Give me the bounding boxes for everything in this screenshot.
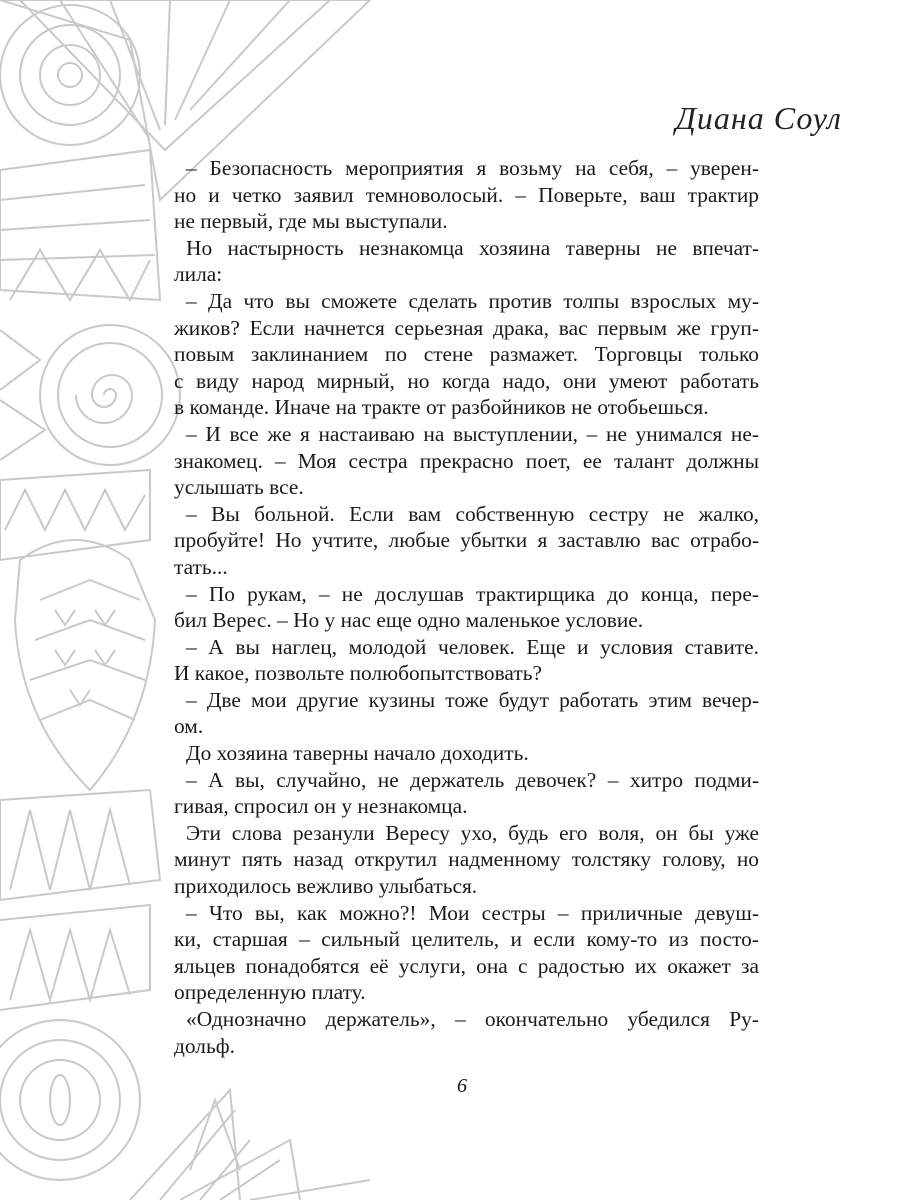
text-line: определенную плату.: [174, 980, 366, 1005]
text-line: – А вы, случайно, не держатель девочек? – хитро подми-: [186, 767, 759, 792]
text-line: но и четко заявил темноволосый. – Поверьте, ваш трактир: [174, 182, 759, 207]
text-line: яльцев понадобятся её услуги, она с радостью их окажет за: [174, 953, 759, 978]
paragraph: [174, 767, 759, 820]
text-line: приходилось вежливо улыбаться.: [174, 874, 478, 899]
text-line: повым заклинанием по стене размажет. Торговцы только: [174, 342, 759, 367]
text-line: Эти слова резанули Вересу ухо, будь его воля, он бы уже: [186, 820, 759, 845]
text-line: минут пять назад открутил надменному толстяку голову, но: [174, 847, 759, 872]
text-line: – Да что вы сможете сделать против толпы взрослых му-: [186, 288, 759, 313]
paragraph: [174, 235, 759, 288]
text-line: с виду народ мирный, но когда надо, они умеют работать: [174, 368, 759, 393]
author-name-header: Диана Соул: [675, 100, 842, 136]
paragraph: [174, 687, 759, 740]
text-line: знакомец. – Моя сестра прекрасно поет, ее талант должны: [174, 448, 759, 473]
text-line: лила:: [174, 262, 223, 287]
body-text: [174, 155, 759, 1059]
text-line: жиков? Если начнется серьезная драка, вас первым же груп-: [174, 315, 759, 340]
text-line: в команде. Иначе на тракте от разбойников не отобьешься.: [174, 395, 709, 420]
text-line: – По рукам, – не дослушав трактирщика до конца, пере-: [186, 581, 759, 606]
page-number: 6: [457, 1075, 467, 1097]
text-line: «Однозначно держатель», – окончательно убедился Ру-: [186, 1007, 759, 1031]
paragraph: [174, 581, 759, 634]
text-line: До хозяина таверны начало доходить.: [186, 741, 529, 766]
paragraph: [174, 501, 759, 581]
paragraph: [174, 740, 759, 767]
text-line: тать...: [174, 554, 228, 579]
text-line: пробуйте! Но учтите, любые убытки я заставлю вас отрабо-: [174, 528, 759, 553]
text-line: ки, старшая – сильный целитель, и если кому-то из посто-: [174, 927, 759, 952]
paragraph: [174, 1006, 759, 1059]
paragraph: [174, 288, 759, 421]
text-line: бил Верес. – Но у нас еще одно маленькое условие.: [174, 608, 644, 633]
text-line: услышать все.: [174, 475, 304, 500]
text-line: – Безопасность мероприятия я возьму на себя, – уверен-: [186, 156, 759, 180]
paragraph: [174, 155, 759, 235]
paragraph: [174, 900, 759, 1006]
text-line: дольф.: [174, 1033, 235, 1058]
text-line: не первый, где мы выступали.: [174, 209, 448, 234]
text-line: гивая, спросил он у незнакомца.: [174, 794, 468, 819]
text-line: – Что вы, как можно?! Мои сестры – приличные девуш-: [186, 900, 759, 925]
text-line: – И все же я настаиваю на выступлении, – не унимался не-: [186, 421, 759, 446]
paragraph: [174, 421, 759, 501]
text-line: ом.: [174, 714, 204, 739]
paragraph: [174, 634, 759, 687]
text-line: – Две мои другие кузины тоже будут работать этим вечер-: [186, 687, 759, 712]
text-line: Но настырность незнакомца хозяина таверны не впечат-: [186, 235, 759, 260]
text-line: – Вы больной. Если вам собственную сестру не жалко,: [186, 501, 759, 526]
paragraph: [174, 820, 759, 900]
text-line: И какое, позвольте полюбопытствовать?: [174, 661, 542, 686]
text-line: – А вы наглец, молодой человек. Еще и условия ставите.: [186, 634, 759, 659]
